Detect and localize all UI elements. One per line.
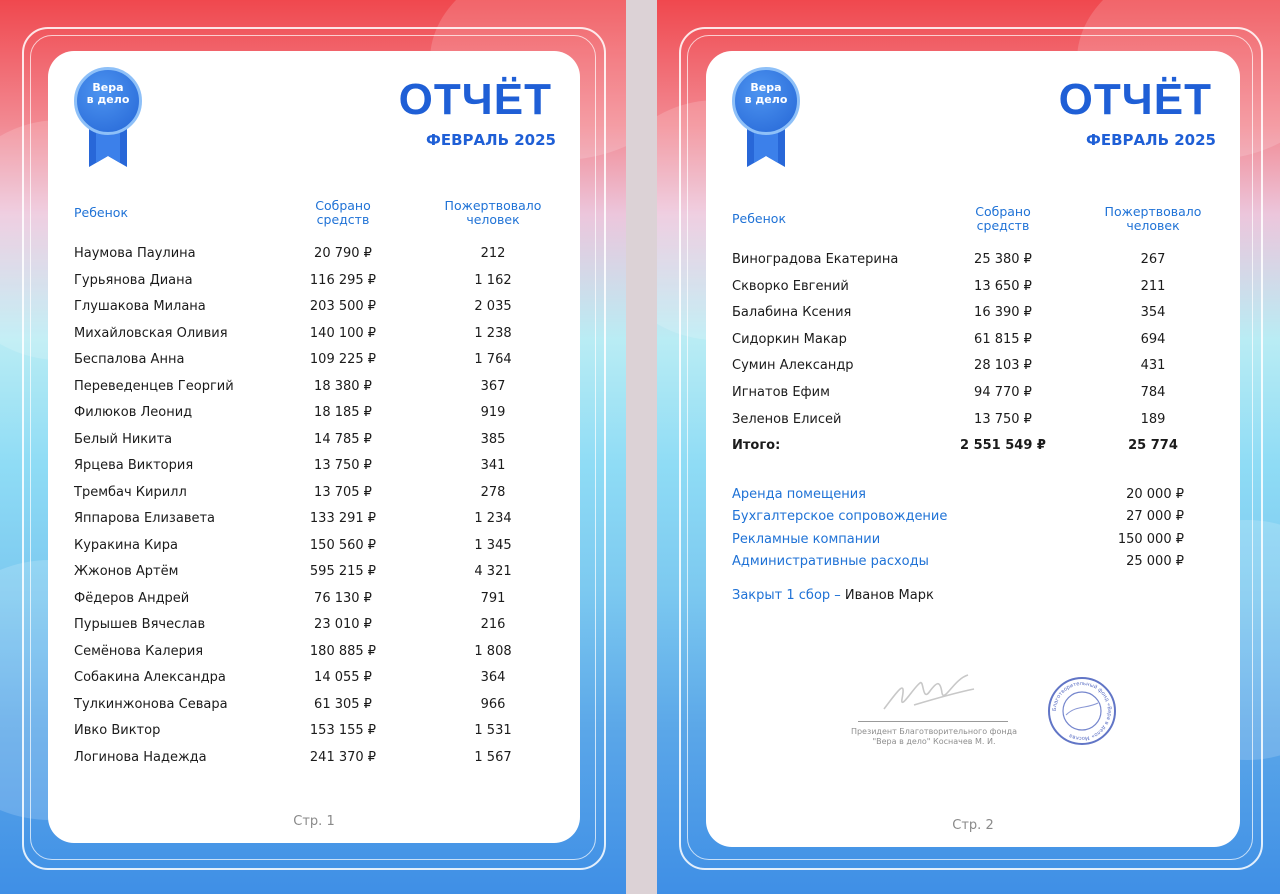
child-name: Семёнова Калерия bbox=[74, 643, 204, 659]
child-name: Сумин Александр bbox=[732, 358, 854, 374]
amount-collected: 13 750 ₽ bbox=[314, 458, 372, 473]
child-name: Собакина Александра bbox=[74, 670, 226, 685]
table-row bbox=[48, 564, 580, 584]
table-row bbox=[48, 511, 580, 531]
total-collected: 2 551 549 ₽ bbox=[960, 438, 1046, 453]
donor-count: 364 bbox=[480, 670, 506, 685]
donor-count: 1 238 bbox=[474, 325, 512, 341]
report-title: ОТЧЁТ bbox=[398, 75, 552, 124]
foundation-stamp bbox=[1046, 675, 1118, 747]
child-name: Балабина Ксения bbox=[732, 305, 852, 321]
child-name: Белый Никита bbox=[74, 431, 173, 447]
amount-collected: 14 055 ₽ bbox=[314, 670, 372, 685]
total-row bbox=[706, 438, 1240, 458]
signature-line bbox=[858, 721, 1008, 722]
closed-name: Иванов Марк bbox=[844, 588, 934, 603]
child-name: Михайловская Оливия bbox=[74, 325, 228, 341]
expense-amount: 25 000 ₽ bbox=[1126, 553, 1184, 569]
table-row bbox=[48, 326, 580, 346]
child-name: Логинова Надежда bbox=[74, 749, 207, 765]
table-row bbox=[48, 299, 580, 319]
amount-collected: 20 790 ₽ bbox=[314, 246, 372, 261]
child-name: Ивко Виктор bbox=[74, 723, 161, 738]
column-header-donors: Пожертвовало человек bbox=[444, 198, 542, 227]
table-row bbox=[48, 485, 580, 505]
child-name: Филюков Леонид bbox=[74, 405, 193, 420]
table-row bbox=[706, 252, 1240, 272]
child-name: Тулкинжонова Севара bbox=[74, 696, 228, 712]
expense-item bbox=[732, 487, 1212, 507]
logo-text-line2: в дело bbox=[86, 93, 130, 106]
table-row bbox=[48, 432, 580, 452]
amount-collected: 61 815 ₽ bbox=[974, 331, 1032, 347]
table-row bbox=[48, 617, 580, 637]
amount-collected: 13 750 ₽ bbox=[974, 411, 1032, 427]
amount-collected: 76 130 ₽ bbox=[314, 590, 372, 606]
child-name: Фёдеров Андрей bbox=[74, 590, 190, 606]
table-row bbox=[706, 358, 1240, 378]
donor-count: 211 bbox=[1140, 278, 1166, 294]
child-name: Игнатов Ефим bbox=[732, 385, 830, 400]
donor-count: 4 321 bbox=[474, 564, 512, 579]
table-row bbox=[48, 246, 580, 266]
donor-count: 919 bbox=[480, 405, 506, 420]
table-row bbox=[48, 591, 580, 611]
stamp-text: Благотворительный фонд «Вера в дело» Москва bbox=[1051, 680, 1113, 742]
donor-count: 2 035 bbox=[474, 299, 512, 314]
child-name: Скворко Евгений bbox=[732, 278, 849, 294]
column-header-collected: Собрано средств bbox=[315, 198, 371, 227]
report-period: ФЕВРАЛЬ 2025 bbox=[425, 131, 556, 149]
amount-collected: 241 370 ₽ bbox=[309, 749, 377, 765]
child-name: Пурышев Вячеслав bbox=[74, 617, 206, 632]
amount-collected: 28 103 ₽ bbox=[974, 358, 1032, 374]
donor-count: 341 bbox=[480, 458, 506, 473]
expense-label: Административные расходы bbox=[732, 553, 929, 569]
child-name: Сидоркин Макар bbox=[732, 331, 847, 347]
page-number: Стр. 2 bbox=[952, 818, 994, 833]
table-row bbox=[48, 538, 580, 558]
child-name: Беспалова Анна bbox=[74, 352, 185, 367]
amount-collected: 150 560 ₽ bbox=[309, 537, 377, 553]
table-row bbox=[48, 750, 580, 770]
closed-collection-note bbox=[732, 588, 934, 603]
table-row bbox=[48, 352, 580, 372]
child-name: Гурьянова Диана bbox=[74, 272, 193, 288]
signature-caption-2: "Вера в дело" Косначев М. И. bbox=[872, 737, 996, 746]
signature-icon bbox=[844, 669, 1024, 721]
donor-count: 784 bbox=[1140, 385, 1166, 400]
amount-collected: 180 885 ₽ bbox=[309, 643, 377, 659]
donor-count: 1 531 bbox=[474, 723, 512, 738]
donor-count: 354 bbox=[1140, 305, 1166, 321]
table-row bbox=[706, 279, 1240, 299]
amount-collected: 61 305 ₽ bbox=[314, 696, 372, 712]
amount-collected: 18 185 ₽ bbox=[314, 405, 372, 420]
amount-collected: 16 390 ₽ bbox=[974, 305, 1032, 321]
donor-count: 189 bbox=[1140, 411, 1166, 427]
amount-collected: 116 295 ₽ bbox=[309, 272, 377, 288]
foundation-logo bbox=[72, 65, 144, 169]
page-number: Стр. 1 bbox=[293, 814, 335, 829]
expense-item bbox=[732, 554, 1212, 574]
child-name: Трембач Кирилл bbox=[74, 484, 187, 500]
column-header-child: Ребенок bbox=[74, 205, 128, 220]
amount-collected: 109 225 ₽ bbox=[309, 352, 377, 367]
donor-count: 1 234 bbox=[474, 511, 512, 526]
amount-collected: 14 785 ₽ bbox=[314, 431, 372, 447]
donor-count: 1 808 bbox=[474, 643, 512, 659]
donor-count: 1 162 bbox=[474, 272, 512, 288]
foundation-logo bbox=[730, 65, 802, 169]
logo-text-line1: Вера bbox=[92, 81, 124, 94]
table-row bbox=[706, 385, 1240, 405]
child-name: Зеленов Елисей bbox=[732, 411, 842, 427]
president-signature bbox=[844, 669, 1024, 749]
amount-collected: 13 705 ₽ bbox=[314, 484, 372, 500]
column-header-child: Ребенок bbox=[732, 211, 786, 226]
logo-text-line2: в дело bbox=[744, 93, 788, 106]
amount-collected: 203 500 ₽ bbox=[309, 299, 377, 314]
amount-collected: 133 291 ₽ bbox=[309, 511, 377, 526]
table-row bbox=[48, 379, 580, 399]
donor-count: 791 bbox=[480, 590, 506, 606]
total-donors: 25 774 bbox=[1128, 438, 1178, 453]
donor-count: 431 bbox=[1140, 358, 1166, 374]
column-header-donors: Пожертвовало человек bbox=[1104, 204, 1202, 233]
donor-count: 212 bbox=[480, 246, 506, 261]
donor-count: 1 345 bbox=[474, 537, 512, 553]
child-name: Переведенцев Георгий bbox=[74, 378, 234, 394]
report-page-2 bbox=[657, 0, 1280, 894]
logo-text-line1: Вера bbox=[750, 81, 782, 94]
amount-collected: 153 155 ₽ bbox=[309, 723, 377, 738]
donor-count: 216 bbox=[480, 617, 506, 632]
expense-amount: 27 000 ₽ bbox=[1126, 509, 1184, 525]
child-name: Ярцева Виктория bbox=[74, 458, 194, 473]
donor-count: 385 bbox=[480, 431, 506, 447]
child-name: Виноградова Екатерина bbox=[732, 252, 899, 267]
svg-text:Благотворительный фонд «Вера в bbox=[1052, 681, 1112, 741]
expense-item bbox=[732, 509, 1212, 529]
amount-collected: 25 380 ₽ bbox=[974, 252, 1032, 267]
report-card bbox=[48, 51, 580, 843]
amount-collected: 18 380 ₽ bbox=[314, 378, 372, 394]
table-row bbox=[706, 412, 1240, 432]
amount-collected: 595 215 ₽ bbox=[309, 564, 377, 579]
total-label: Итого: bbox=[732, 438, 781, 453]
amount-collected: 140 100 ₽ bbox=[309, 325, 377, 341]
report-title: ОТЧЁТ bbox=[1058, 75, 1212, 124]
signature-caption-1: Президент Благотворительного фонда bbox=[850, 727, 1018, 736]
donor-count: 267 bbox=[1140, 252, 1166, 267]
child-name: Наумова Паулина bbox=[74, 246, 196, 261]
child-name: Яппарова Елизавета bbox=[74, 511, 216, 526]
table-row bbox=[48, 670, 580, 690]
expense-amount: 150 000 ₽ bbox=[1117, 531, 1184, 547]
amount-collected: 94 770 ₽ bbox=[974, 385, 1032, 400]
table-row bbox=[706, 332, 1240, 352]
table-row bbox=[48, 273, 580, 293]
child-name: Куракина Кира bbox=[74, 537, 178, 553]
donor-count: 966 bbox=[480, 696, 506, 712]
amount-collected: 13 650 ₽ bbox=[974, 278, 1032, 294]
column-header-collected: Собрано средств bbox=[975, 204, 1031, 233]
donor-count: 1 567 bbox=[474, 749, 512, 765]
child-name: Жжонов Артём bbox=[74, 564, 179, 579]
amount-collected: 23 010 ₽ bbox=[314, 617, 372, 632]
donor-count: 694 bbox=[1140, 331, 1166, 347]
donor-count: 278 bbox=[480, 484, 506, 500]
expense-item bbox=[732, 532, 1212, 552]
table-row bbox=[48, 458, 580, 478]
report-period: ФЕВРАЛЬ 2025 bbox=[1085, 131, 1216, 149]
table-row bbox=[706, 305, 1240, 325]
table-row bbox=[48, 405, 580, 425]
child-name: Глушакова Милана bbox=[74, 299, 206, 314]
donor-count: 1 764 bbox=[474, 352, 512, 367]
expense-label: Бухгалтерское сопровождение bbox=[732, 509, 948, 525]
table-row bbox=[48, 723, 580, 743]
expense-label: Рекламные компании bbox=[732, 531, 881, 547]
table-row bbox=[48, 697, 580, 717]
stamp-icon bbox=[1046, 675, 1118, 747]
closed-label: Закрыт 1 сбор – bbox=[732, 588, 841, 603]
expense-label: Аренда помещения bbox=[732, 487, 866, 502]
expense-amount: 20 000 ₽ bbox=[1126, 487, 1184, 502]
donor-count: 367 bbox=[480, 378, 506, 394]
table-row bbox=[48, 644, 580, 664]
report-page-1 bbox=[0, 0, 626, 894]
report-card bbox=[706, 51, 1240, 847]
